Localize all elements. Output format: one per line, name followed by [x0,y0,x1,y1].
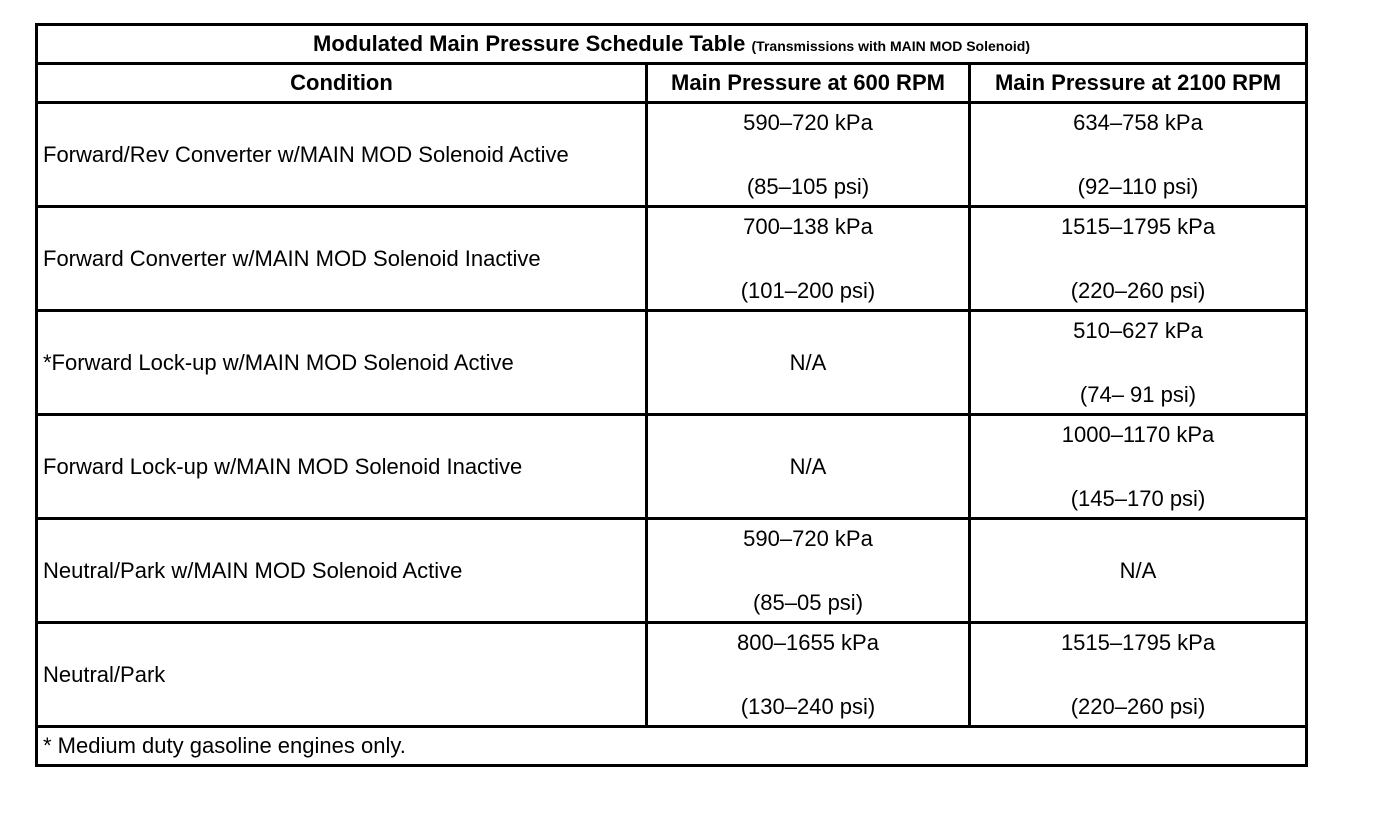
pressure-600-cell [647,415,970,519]
pressure-2100-cell [970,415,1307,519]
table-row [37,103,1307,207]
table-title-cell [37,25,1307,64]
pressure-2100-cell [970,103,1307,207]
pressure-na: N/A [789,349,827,375]
table-subtitle: (Transmissions with MAIN MOD Solenoid) [751,38,1030,54]
table-title: Modulated Main Pressure Schedule Table [313,31,746,56]
pressure-schedule-table [35,23,1308,767]
pressure-600-cell [647,623,970,727]
header-600-rpm: Main Pressure at 600 RPM [647,64,970,103]
pressure-kpa: 590–720 kPa [743,525,873,551]
pressure-kpa: 634–758 kPa [1073,109,1203,135]
pressure-600-cell [647,103,970,207]
condition-cell: Neutral/Park [37,623,647,727]
header-row [37,64,1307,103]
pressure-600-cell [647,311,970,415]
pressure-psi: (85–105 psi) [746,173,870,199]
pressure-kpa: 510–627 kPa [1073,317,1203,343]
pressure-600-cell [647,207,970,311]
pressure-kpa: 1515–1795 kPa [1060,213,1216,239]
condition-cell: *Forward Lock-up w/MAIN MOD Solenoid Active [37,311,647,415]
pressure-2100-cell [970,623,1307,727]
pressure-kpa: 700–138 kPa [743,213,873,239]
header-2100-rpm: Main Pressure at 2100 RPM [970,64,1307,103]
pressure-psi: (145–170 psi) [1070,485,1206,511]
footnote: * Medium duty gasoline engines only. [37,727,1307,766]
pressure-600-cell [647,519,970,623]
pressure-psi: (220–260 psi) [1070,277,1206,303]
condition-cell: Forward Converter w/MAIN MOD Solenoid Inactive [37,207,647,311]
pressure-kpa: 590–720 kPa [743,109,873,135]
pressure-kpa: 800–1655 kPa [737,629,879,655]
pressure-kpa: 1000–1170 kPa [1061,421,1215,447]
pressure-na: N/A [789,453,827,479]
pressure-psi: (92–110 psi) [1077,173,1199,199]
condition-cell: Neutral/Park w/MAIN MOD Solenoid Active [37,519,647,623]
pressure-psi: (220–260 psi) [1070,693,1206,719]
table-row [37,415,1307,519]
footnote-row [37,727,1307,766]
pressure-na: N/A [1119,557,1157,583]
pressure-psi: (101–200 psi) [740,277,876,303]
pressure-2100-cell [970,311,1307,415]
pressure-2100-cell [970,207,1307,311]
condition-cell: Forward/Rev Converter w/MAIN MOD Solenoid Active [37,103,647,207]
pressure-kpa: 1515–1795 kPa [1060,629,1216,655]
title-row [37,25,1307,64]
pressure-2100-cell [970,519,1307,623]
pressure-psi: (85–05 psi) [752,589,864,615]
header-condition: Condition [37,64,647,103]
table-row [37,623,1307,727]
pressure-psi: (130–240 psi) [740,693,876,719]
table-row [37,311,1307,415]
condition-cell: Forward Lock-up w/MAIN MOD Solenoid Inactive [37,415,647,519]
table-row [37,207,1307,311]
pressure-psi: (74– 91 psi) [1079,381,1197,407]
table-row [37,519,1307,623]
